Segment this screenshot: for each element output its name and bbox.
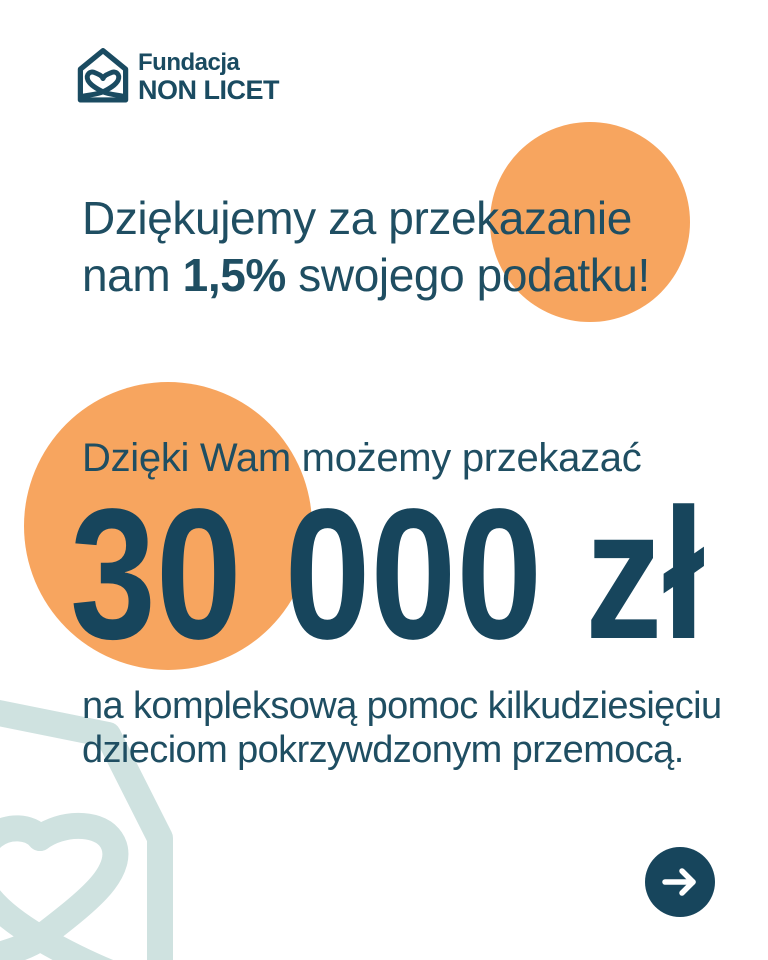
thank-you-heading <box>82 190 650 304</box>
description-line1: na kompleksową pomoc kilkudziesięciu <box>82 685 722 727</box>
heading-line2 <box>82 247 650 304</box>
heading-percentage: 1,5% <box>182 249 286 301</box>
amount-description <box>82 684 722 772</box>
heading-line1: Dziękujemy za przekazanie <box>82 192 632 244</box>
brand-name-line2: NON LICET <box>138 75 279 105</box>
brand-name <box>138 50 279 104</box>
amount-intro: Dzięki Wam możemy przekazać <box>82 436 642 480</box>
brand-logo <box>74 46 279 104</box>
amount-value: 30 000 zł <box>70 471 706 678</box>
description-line2: dzieciom pokrzywdzonym przemocą. <box>82 729 684 771</box>
next-button[interactable] <box>645 847 715 917</box>
heading-line2-suffix: swojego podatku! <box>285 249 650 301</box>
house-heart-logo-icon <box>74 46 132 104</box>
heading-line2-prefix: nam <box>82 249 183 301</box>
brand-name-line1: Fundacja <box>138 49 240 76</box>
arrow-right-icon <box>658 860 702 904</box>
